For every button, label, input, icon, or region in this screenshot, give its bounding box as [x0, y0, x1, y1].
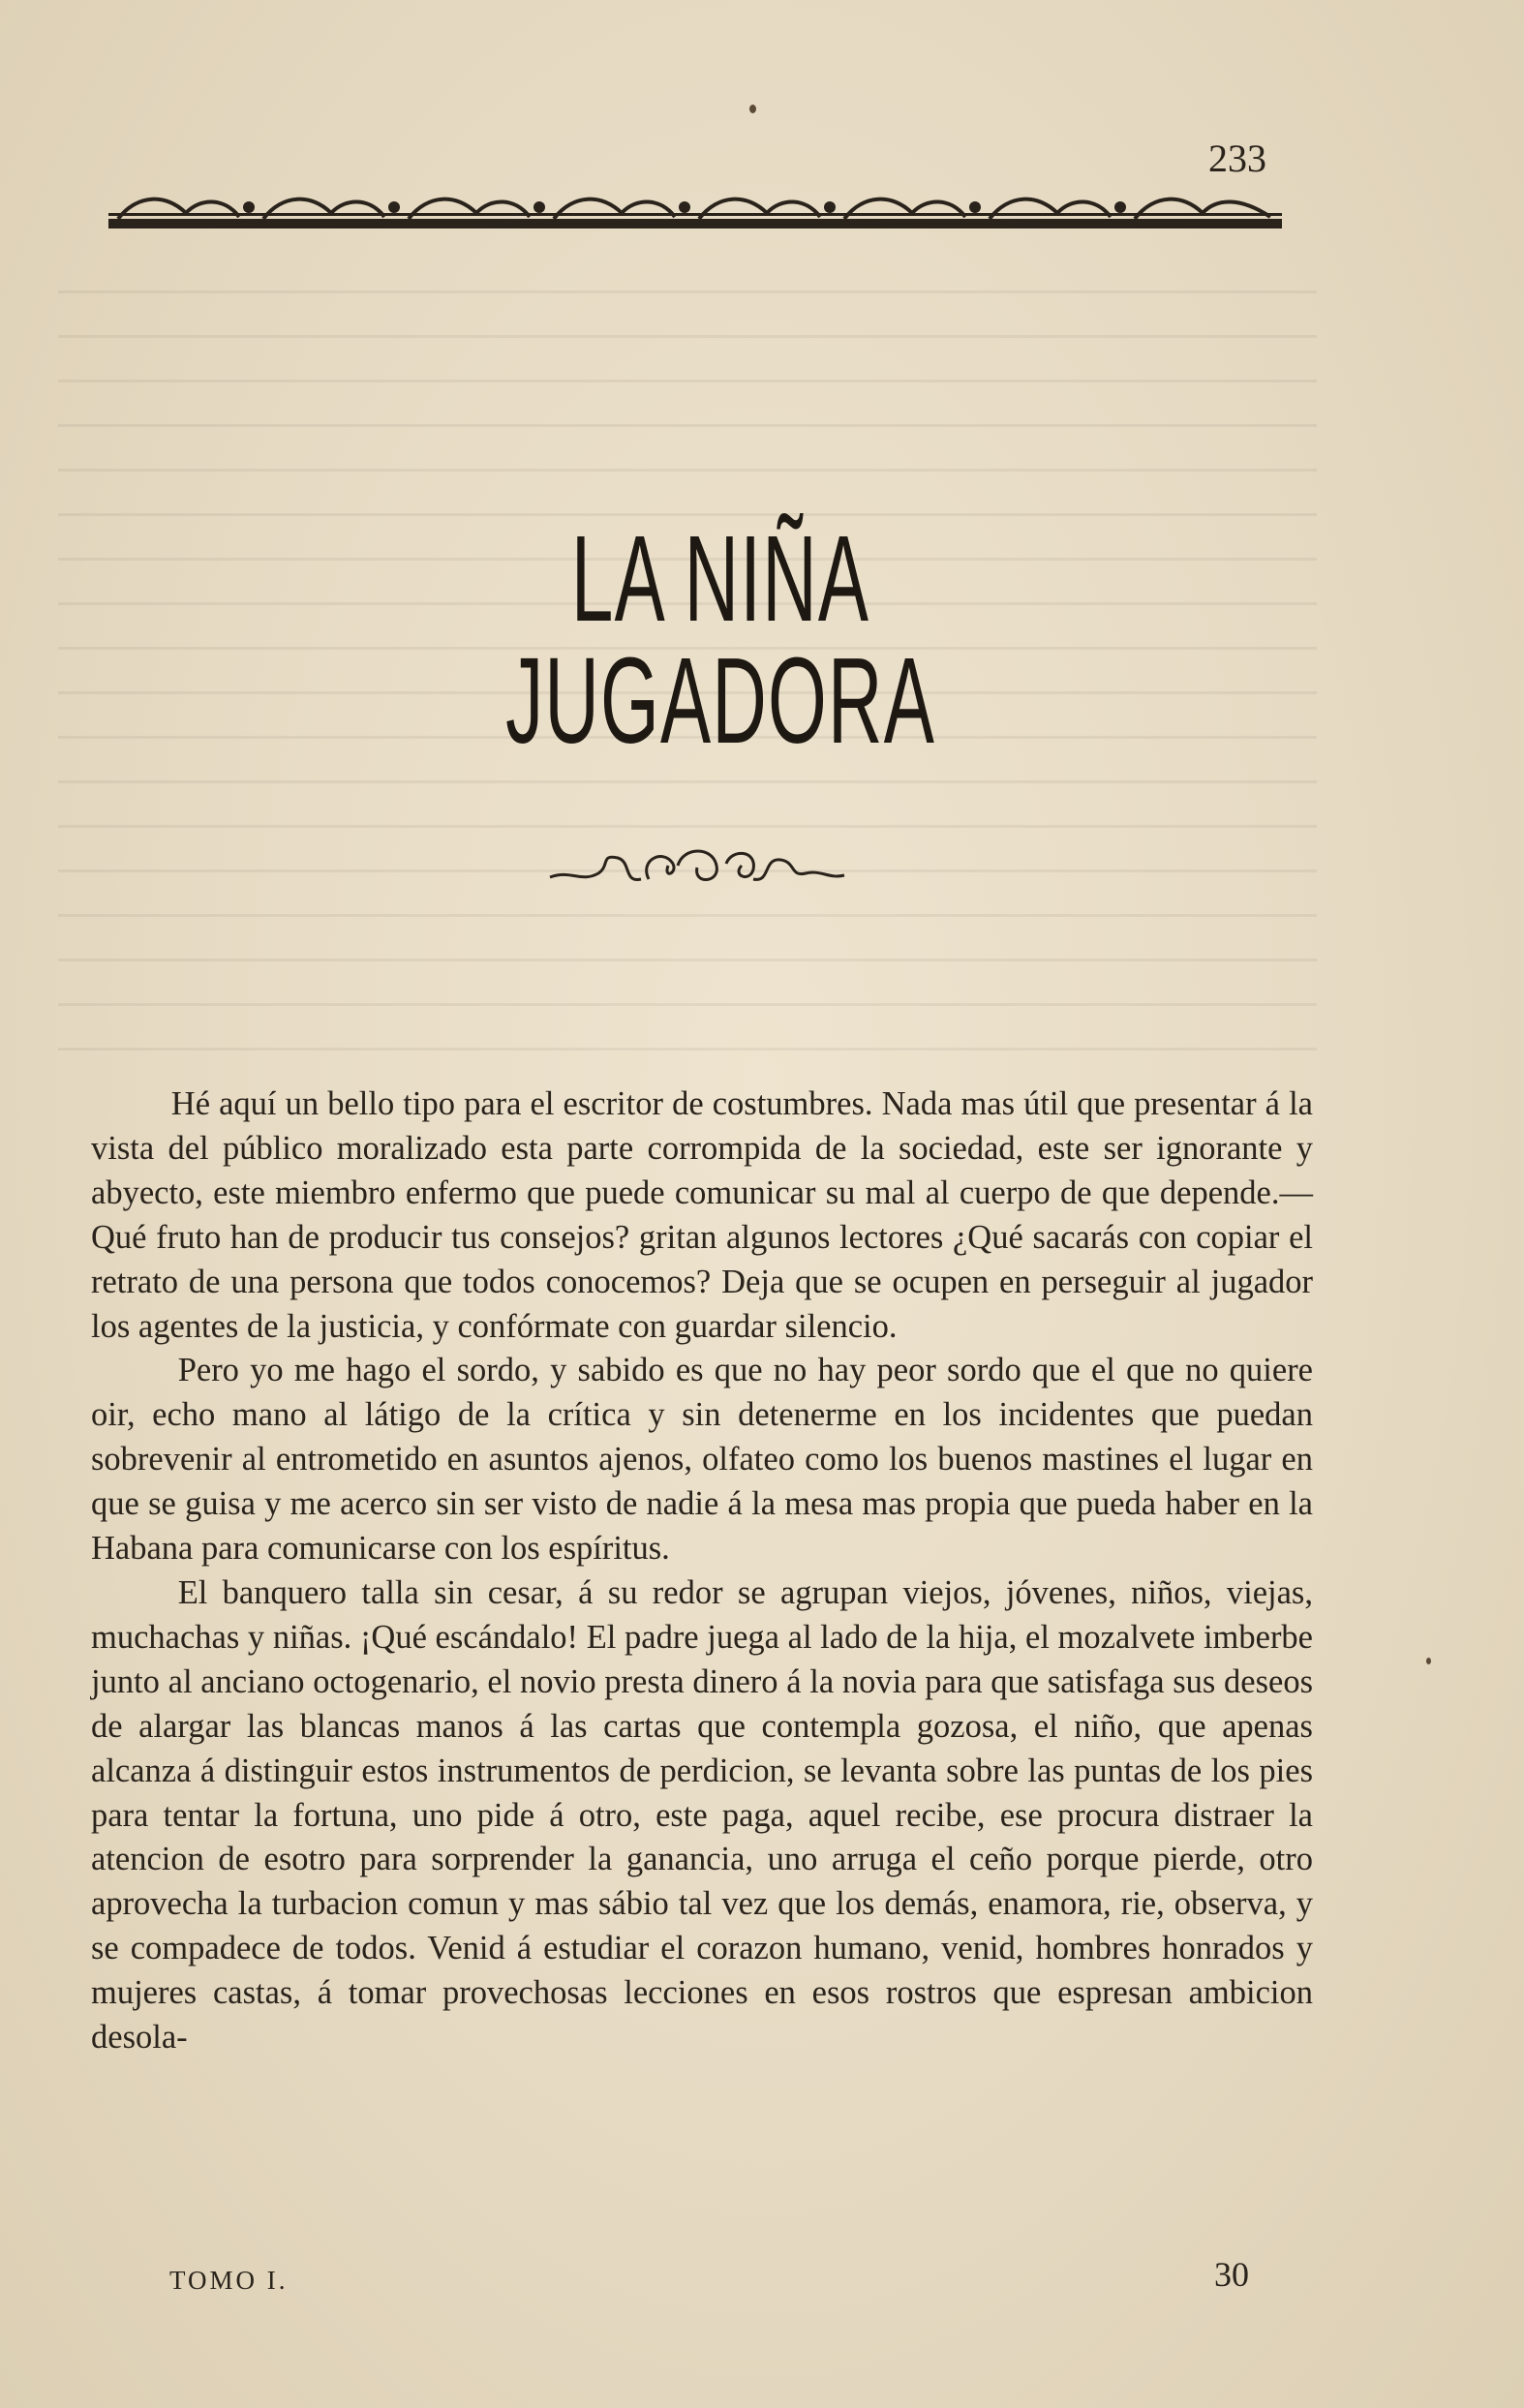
signature-mark: 30: [1214, 2255, 1249, 2294]
chapter-title: LA NIÑA JUGADORA: [505, 510, 936, 769]
ink-speck: [1426, 1658, 1431, 1664]
page-number: 233: [1208, 137, 1266, 180]
volume-label: TOMO I.: [169, 2266, 289, 2295]
paragraph-3: El banquero talla sin cesar, á su redor se agrupan viejos, jóvenes, niños, viejas, muchachas y niñas. ¡Qué escándalo! El padre juega al lado de la hija, el mozalvete imberbe junto al anciano octogenario, el novio presta dinero á la novia para que satisfaga sus deseos de alargar las blancas manos á las cartas que contempla gozosa, el niño, que apenas alcanza á distinguir estos instrumentos de perdicion, se levanta sobre las puntas de los pies para tentar la fortuna, uno pide á otro, este paga, aquel recibe, ese procura distraer la atencion de esotro para sorprender la ganancia, uno arruga el ceño porque pierde, otro aprovecha la turbacion comun y mas sábio tal vez que los demás, enamora, rie, observa, y se compadece de todos. Venid á estudiar el corazon humano, venid, hombres honrados y mujeres castas, á tomar provechosas lecciones en esos rostros que espresan ambicion desola-: [91, 1573, 1313, 2057]
paragraph-2: Pero yo me hago el sordo, y sabido es que no hay peor sordo que el que no quiere oir, echo mano al látigo de la crítica y sin detenerme en los incidentes que puedan sobrevenir al entrometido en asuntos ajenos, olfateo como los buenos mastines el lugar en que se guisa y me acerco sin ser visto de nadie á la mesa mas propia que pueda haber en la Habana para comunicarse con los espíritus.: [91, 1352, 1313, 1568]
paragraph-1: Hé aquí un bello tipo para el escritor de costumbres. Nada mas útil que presentar á la vista del público moralizado esta parte corrompida de la sociedad, este ser ignorante y abyecto, este miembro enfermo que puede comunicar su mal al cuerpo de que depende.— Qué fruto han de producir tus consejos? gritan algunos lectores ¿Qué sacarás con copiar el retrato de una persona que todos conocemos? Deja que se ocupen en perseguir al jugador los agentes de la justicia, y confórmate con guardar silencio.: [91, 1085, 1313, 1345]
ink-speck: [749, 105, 756, 113]
body-text: [91, 1082, 1313, 2060]
decorative-header-band: [108, 184, 1282, 236]
decorative-flourish: [542, 840, 852, 899]
